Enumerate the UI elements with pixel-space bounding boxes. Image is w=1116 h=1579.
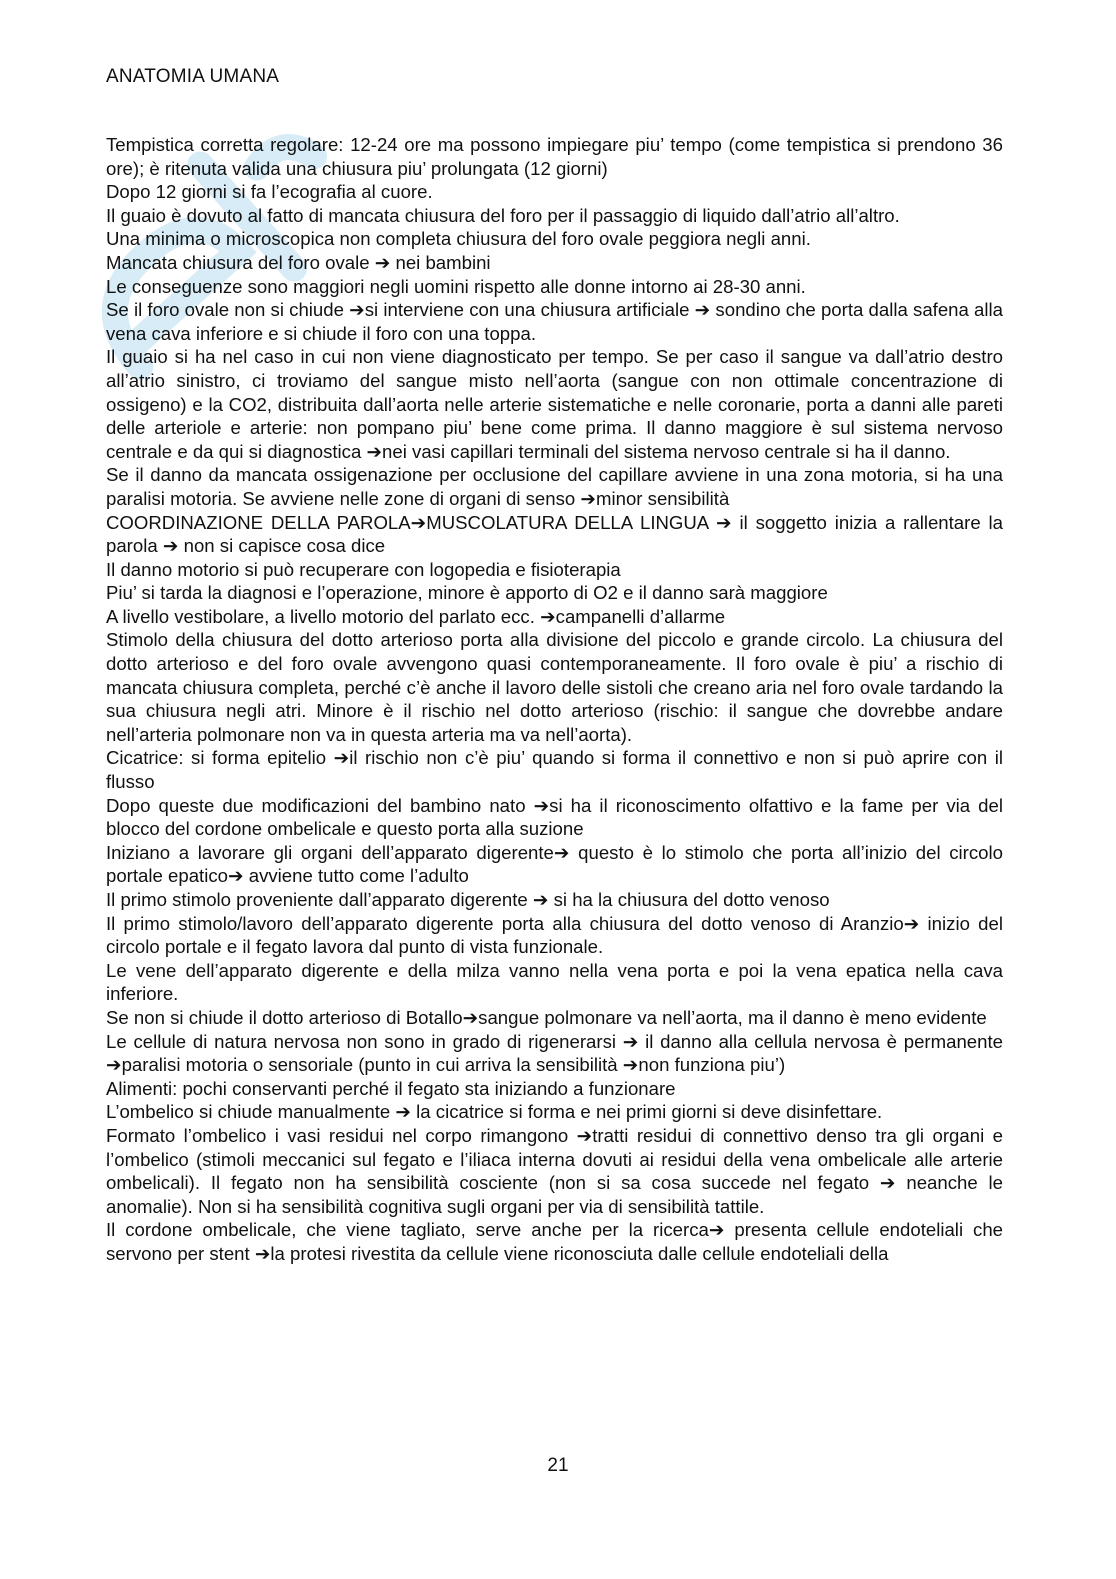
paragraph: Il danno motorio si può recuperare con logopedia e fisioterapia (106, 558, 621, 580)
paragraph: Se il foro ovale non si chiude ➔si interviene con una chiusura artificiale ➔ sondino che porta dalla safena alla vena cava inferiore e si chiude il foro con una toppa. (106, 299, 1003, 344)
paragraph: Stimolo della chiusura del dotto arterioso porta alla divisione del piccolo e grande circolo. La chiusura del dotto arterioso e del foro ovale avvengono quasi contemporaneamente. Il foro ovale è piu’ a rischio di mancata chiusura completa, perché c’è anche il lavoro delle sistoli che creano aria nel foro ovale tardando la sua chiusura negli atri. Minore è il rischio nel dotto arterioso (rischio: il sangue che dovrebbe andare nell’arteria polmonare non va in questa arteria ma va nell’aorta). (106, 629, 1003, 745)
paragraph: L’ombelico si chiude manualmente ➔ la cicatrice si forma e nei primi giorni si deve disinfettare. (106, 1101, 883, 1123)
document-body (106, 133, 1003, 1266)
paragraph: Il guaio è dovuto al fatto di mancata chiusura del foro per il passaggio di liquido dall’atrio all’altro. (106, 204, 900, 226)
paragraph: Il cordone ombelicale, che viene tagliato, serve anche per la ricerca➔ presenta cellule endoteliali che servono per stent ➔la protesi rivestita da cellule viene riconosciuta dalle cellule endoteliali della (106, 1219, 1003, 1264)
paragraph: Se non si chiude il dotto arterioso di Botallo➔sangue polmonare va nell’aorta, ma il danno è meno evidente (106, 1006, 987, 1028)
paragraph: Una minima o microscopica non completa chiusura del foro ovale peggiora negli anni. (106, 228, 811, 250)
paragraph: Le conseguenze sono maggiori negli uomini rispetto alle donne intorno ai 28-30 anni. (106, 275, 806, 297)
paragraph: Dopo 12 giorni si fa l’ecografia al cuore. (106, 181, 433, 203)
paragraph: Iniziano a lavorare gli organi dell’apparato digerente➔ questo è lo stimolo che porta all’inizio del circolo portale epatico➔ avviene tutto come l’adulto (106, 841, 1003, 887)
paragraph: Tempistica corretta regolare: 12-24 ore ma possono impiegare piu’ tempo (come tempistica si prendono 36 ore); è ritenuta valida una chiusura piu’ prolungata (12 giorni) (106, 134, 1003, 179)
paragraph: A livello vestibolare, a livello motorio del parlato ecc. ➔campanelli d’allarme (106, 605, 726, 627)
paragraph: COORDINAZIONE DELLA PAROLA➔MUSCOLATURA DELLA LINGUA ➔ il soggetto inizia a rallentare la parola ➔ non si capisce cosa dice (106, 511, 1003, 557)
paragraph: Mancata chiusura del foro ovale ➔ nei bambini (106, 251, 491, 273)
paragraph: Il primo stimolo/lavoro dell’apparato digerente porta alla chiusura del dotto venoso di Aranzio➔ inizio del circolo portale e il fegato lavora dal punto di vista funzionale. (106, 912, 1003, 958)
paragraph: Le cellule di natura nervosa non sono in grado di rigenerarsi ➔ il danno alla cellula nervosa è permanente ➔paralisi motoria o sensoriale (punto in cui arriva la sensibilità ➔non funziona piu’) (106, 1030, 1003, 1076)
paragraph: Piu’ si tarda la diagnosi e l’operazione, minore è apporto di O2 e il danno sarà maggiore (106, 582, 828, 604)
paragraph: Se il danno da mancata ossigenazione per occlusione del capillare avviene in una zona motoria, si ha una paralisi motoria. Se avviene nelle zone di organi di senso ➔minor sensibilità (106, 464, 1003, 509)
paragraph: Il guaio si ha nel caso in cui non viene diagnosticato per tempo. Se per caso il sangue va dall’atrio destro all’atrio sinistro, ci troviamo del sangue misto nell’aorta (sangue con non ottimale concentrazione di ossigeno) e la CO2, distribuita dall’aorta nelle arterie sistematiche e nelle coronarie, porta a danni alle pareti delle arteriole e arterie: non pompano piu’ bene come prima. Il danno maggiore è sul sistema nervoso centrale e da qui si diagnostica ➔nei vasi capillari terminali del sistema nervoso centrale si ha il danno. (106, 346, 1003, 462)
paragraph: Alimenti: pochi conservanti perché il fegato sta iniziando a funzionare (106, 1077, 676, 1099)
page-number: 21 (547, 1455, 569, 1476)
paragraph: Le vene dell’apparato digerente e della milza vanno nella vena porta e poi la vena epatica nella cava inferiore. (106, 959, 1003, 1005)
paragraph: Formato l’ombelico i vasi residui nel corpo rimangono ➔tratti residui di connettivo denso tra gli organi e l’ombelico (stimoli meccanici sul fegato e l’iliaca interna dovuti ai residui della vena ombelicale alle arterie ombelicali). Il fegato non ha sensibilità cosciente (non si sa cosa succede nel fegato ➔ neanche le anomalie). Non si ha sensibilità cognitiva sugli organi per via di sensibilità tattile. (106, 1124, 1003, 1217)
paragraph: Il primo stimolo proveniente dall’apparato digerente ➔ si ha la chiusura del dotto venoso (106, 889, 830, 910)
paragraph: Cicatrice: si forma epitelio ➔il rischio non c’è piu’ quando si forma il connettivo e non si può aprire con il flusso (106, 747, 1003, 793)
document-header: ANATOMIA UMANA (106, 66, 280, 87)
paragraph: Dopo queste due modificazioni del bambino nato ➔si ha il riconoscimento olfattivo e la fame per via del blocco del cordone ombelicale e questo porta alla suzione (106, 794, 1003, 840)
